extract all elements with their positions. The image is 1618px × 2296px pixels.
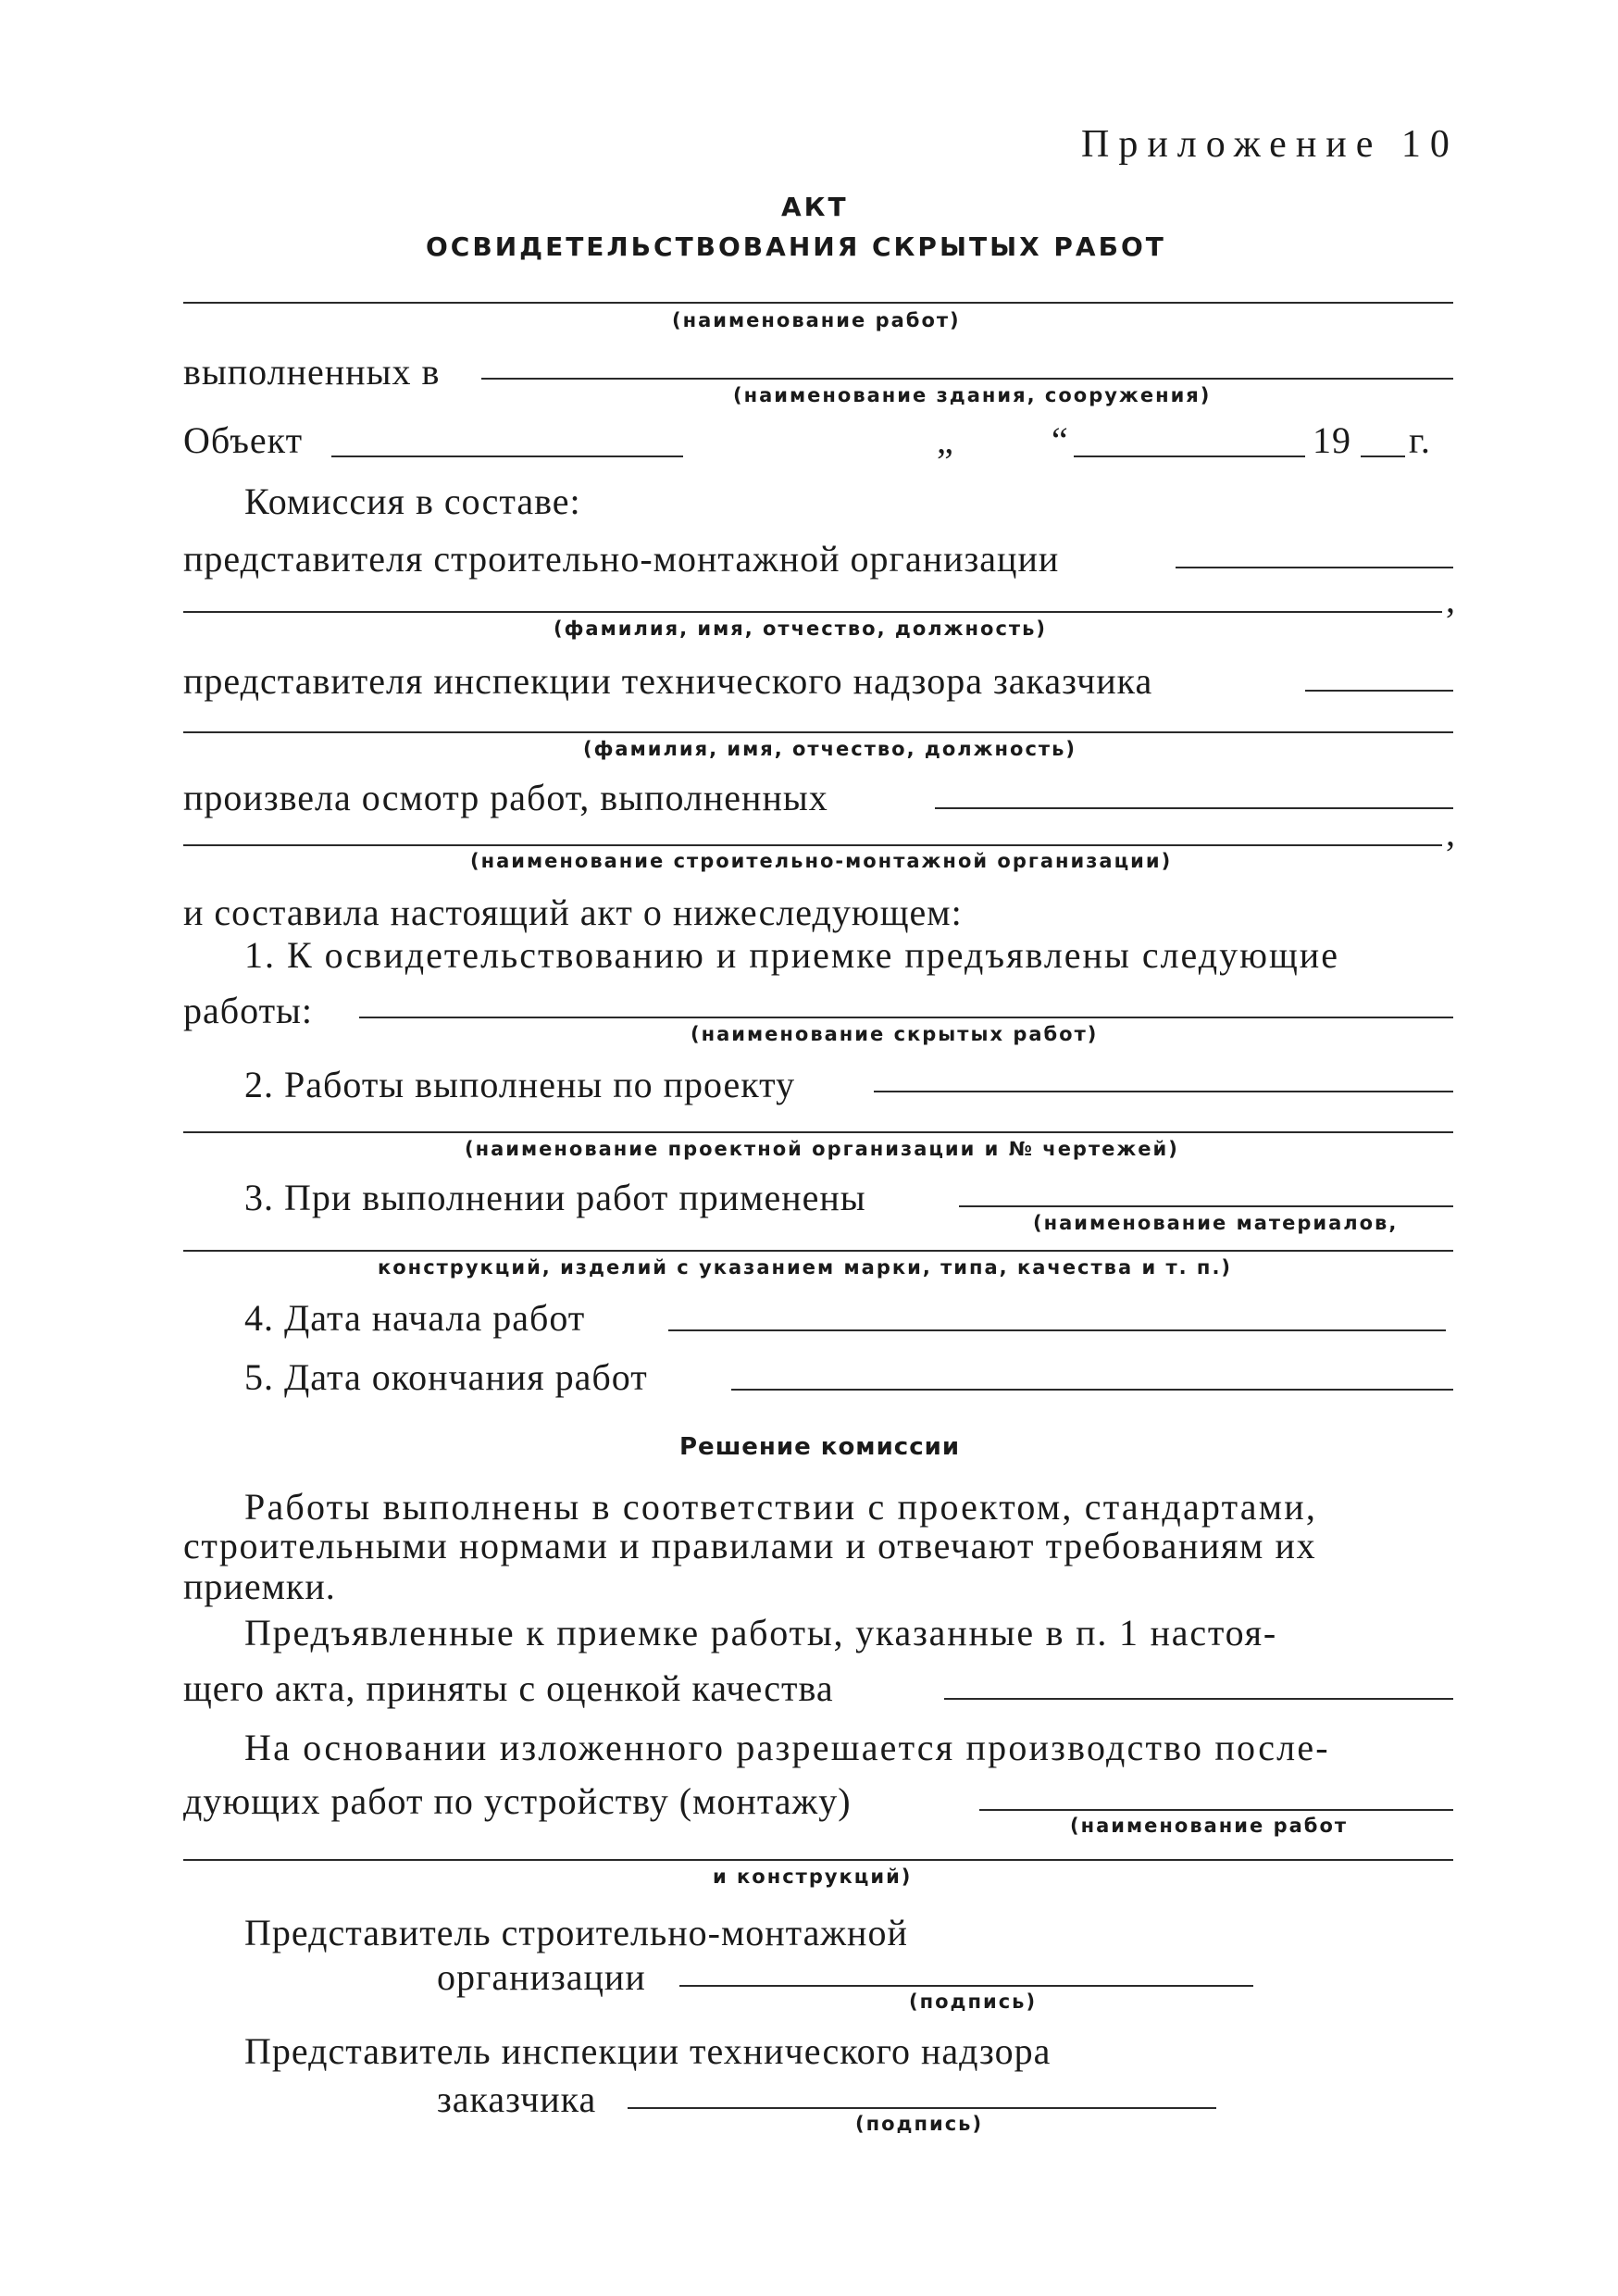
rep1-signature-line[interactable] xyxy=(679,1985,1253,1987)
drafted-label: и составила настоящий акт о нижеследующем: xyxy=(183,892,963,933)
performed-in-label: выполненных в xyxy=(183,351,441,393)
building-field-line[interactable] xyxy=(481,378,1453,380)
next-works-field-line[interactable] xyxy=(979,1809,1453,1811)
decision-p2-line2: щего акта, приняты с оценкой качества xyxy=(183,1667,834,1709)
inspected-field-line[interactable] xyxy=(935,807,1453,809)
commission-label: Комиссия в составе: xyxy=(244,480,581,522)
item1-field-line[interactable] xyxy=(359,1017,1453,1018)
decision-p1-line1: Работы выполнены в соответствии с проектом, стандартами, xyxy=(244,1486,1318,1528)
sign-caption-1: (подпись) xyxy=(909,1990,1038,2013)
decision-p1-line2: строительными нормами и правилами и отвечают требованиям их xyxy=(183,1525,1317,1566)
building-caption: (наименование здания, сооружения) xyxy=(733,384,1212,406)
item3-caption-a: (наименование материалов, xyxy=(1033,1212,1399,1234)
works-name-field-line[interactable] xyxy=(183,302,1453,304)
document-title: АКТ xyxy=(781,192,849,222)
quality-field-line[interactable] xyxy=(944,1698,1453,1700)
rep-construction-person-line[interactable] xyxy=(183,611,1442,613)
next-works-construction-line[interactable] xyxy=(183,1859,1453,1861)
item2-caption: (наименование проектной организации и № чертежей) xyxy=(465,1138,1179,1160)
org-field-line[interactable] xyxy=(183,844,1442,846)
works-name-caption: (наименование работ) xyxy=(672,309,961,331)
document-subtitle: ОСВИДЕТЕЛЬСТВОВАНИЯ СКРЫТЫХ РАБОТ xyxy=(426,231,1166,262)
comma-2: , xyxy=(1446,812,1456,854)
date-field-line[interactable] xyxy=(1074,455,1305,457)
item2-label: 2. Работы выполнены по проекту xyxy=(244,1064,796,1105)
rep2-signature-line[interactable] xyxy=(628,2107,1216,2109)
item3-label: 3. При выполнении работ применены xyxy=(244,1177,866,1218)
rep-inspection-field-line[interactable] xyxy=(1305,690,1453,692)
year-prefix: 19 xyxy=(1313,419,1351,461)
rep-inspection-label: представителя инспекции технического надзора заказчика xyxy=(183,660,1153,702)
item3-caption-b: конструкций, изделий с указанием марки, типа, качества и т. п.) xyxy=(378,1256,1233,1279)
decision-p3-line2: дующих работ по устройству (монтажу) xyxy=(183,1780,852,1822)
item5-label: 5. Дата окончания работ xyxy=(244,1356,648,1398)
rep-construction-label: представителя строительно-монтажной организации xyxy=(183,538,1060,580)
decision-p3-line1: На основании изложенного разрешается производство после- xyxy=(244,1727,1330,1768)
item3-materials-line[interactable] xyxy=(183,1250,1453,1252)
person-caption-1: (фамилия, имя, отчество, должность) xyxy=(554,618,1047,640)
item1-line1: 1. К освидетельствованию и приемке предъявлены следующие xyxy=(244,934,1339,976)
rep1-line2: организации xyxy=(437,1956,646,1998)
item2-field-line[interactable] xyxy=(874,1091,1453,1092)
quote-close: “ xyxy=(1052,419,1069,461)
item1-line2: работы: xyxy=(183,990,314,1031)
item4-label: 4. Дата начала работ xyxy=(244,1297,586,1339)
rep2-line2: заказчика xyxy=(437,2078,597,2120)
item4-field-line[interactable] xyxy=(668,1329,1446,1331)
rep2-line1: Представитель инспекции технического надзора xyxy=(244,2030,1052,2072)
org-caption: (наименование строительно-монтажной организации) xyxy=(470,850,1173,872)
appendix-label: Приложение 10 xyxy=(1081,123,1459,166)
rep-construction-field-line[interactable] xyxy=(1176,567,1453,568)
item3-field-line[interactable] xyxy=(959,1205,1453,1207)
decision-p2-line1: Предъявленные к приемке работы, указанные в п. 1 настоя- xyxy=(244,1612,1277,1653)
object-label: Объект xyxy=(183,419,304,461)
inspected-label: произвела осмотр работ, выполненных xyxy=(183,777,828,818)
item5-field-line[interactable] xyxy=(731,1389,1453,1391)
decision-p3-caption-a: (наименование работ xyxy=(1070,1815,1349,1837)
comma-1: , xyxy=(1446,579,1456,620)
decision-p1-line3: приемки. xyxy=(183,1566,336,1607)
rep-inspection-person-line[interactable] xyxy=(183,731,1453,733)
person-caption-2: (фамилия, имя, отчество, должность) xyxy=(583,738,1077,760)
item1-caption: (наименование скрытых работ) xyxy=(691,1023,1099,1045)
sign-caption-2: (подпись) xyxy=(855,2113,984,2135)
year-field-line[interactable] xyxy=(1361,455,1405,457)
item2-project-line[interactable] xyxy=(183,1131,1453,1133)
decision-p3-caption-b: и конструкций) xyxy=(713,1866,913,1888)
object-field-line[interactable] xyxy=(331,455,683,457)
quote-open: „ xyxy=(937,419,954,461)
year-suffix: г. xyxy=(1409,419,1431,461)
rep1-line1: Представитель строительно-монтажной xyxy=(244,1912,908,1953)
decision-heading: Решение комиссии xyxy=(679,1433,961,1461)
